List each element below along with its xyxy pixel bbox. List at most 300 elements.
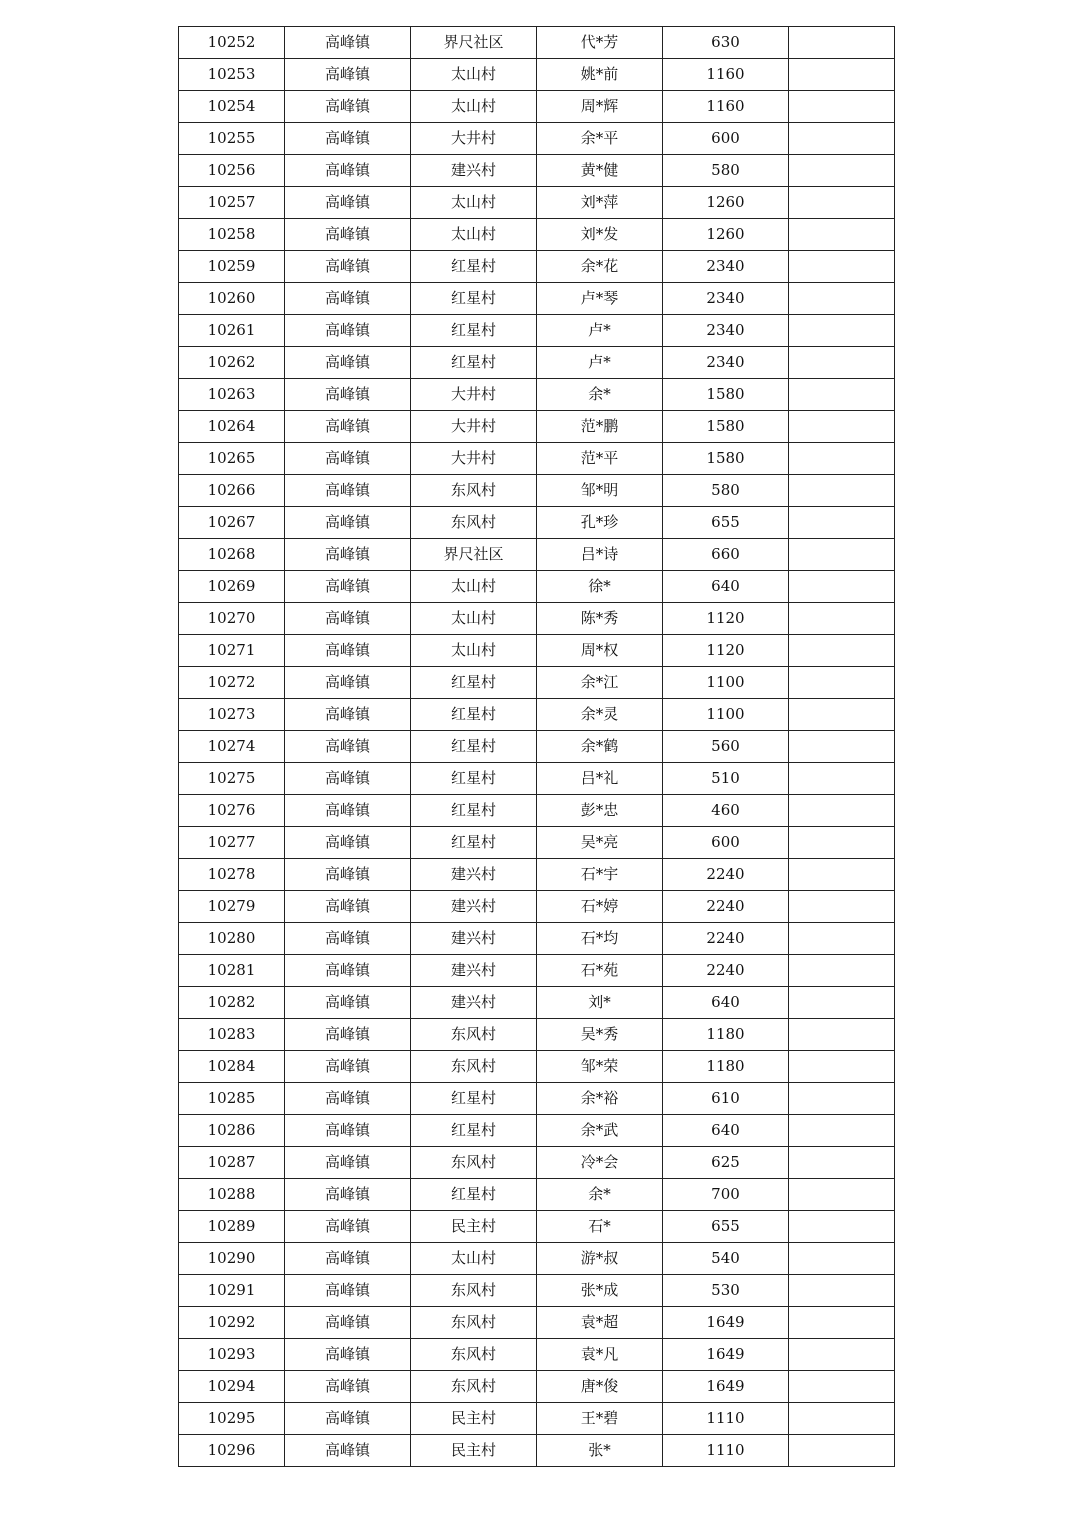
- cell-note: [789, 795, 895, 827]
- cell-id: 10272: [179, 667, 285, 699]
- table-row: [179, 795, 895, 827]
- table-row: [179, 123, 895, 155]
- cell-village: 建兴村: [411, 155, 537, 187]
- cell-name: 石*: [537, 1211, 663, 1243]
- cell-village: 建兴村: [411, 859, 537, 891]
- table-row: [179, 1147, 895, 1179]
- cell-note: [789, 59, 895, 91]
- cell-id: 10283: [179, 1019, 285, 1051]
- cell-town: 高峰镇: [285, 475, 411, 507]
- cell-note: [789, 827, 895, 859]
- cell-id: 10279: [179, 891, 285, 923]
- cell-amount: 580: [663, 155, 789, 187]
- table-row: [179, 219, 895, 251]
- cell-id: 10270: [179, 603, 285, 635]
- cell-name: 石*宇: [537, 859, 663, 891]
- cell-id: 10256: [179, 155, 285, 187]
- cell-note: [789, 123, 895, 155]
- cell-amount: 1580: [663, 411, 789, 443]
- cell-note: [789, 1147, 895, 1179]
- cell-town: 高峰镇: [285, 219, 411, 251]
- cell-town: 高峰镇: [285, 155, 411, 187]
- cell-id: 10277: [179, 827, 285, 859]
- cell-note: [789, 219, 895, 251]
- cell-town: 高峰镇: [285, 443, 411, 475]
- cell-name: 周*辉: [537, 91, 663, 123]
- cell-village: 东风村: [411, 1339, 537, 1371]
- cell-village: 东风村: [411, 1147, 537, 1179]
- cell-town: 高峰镇: [285, 859, 411, 891]
- cell-town: 高峰镇: [285, 731, 411, 763]
- cell-id: 10263: [179, 379, 285, 411]
- cell-note: [789, 251, 895, 283]
- cell-village: 红星村: [411, 1179, 537, 1211]
- cell-village: 东风村: [411, 1307, 537, 1339]
- cell-town: 高峰镇: [285, 987, 411, 1019]
- cell-amount: 2240: [663, 891, 789, 923]
- cell-name: 余*花: [537, 251, 663, 283]
- cell-village: 东风村: [411, 1019, 537, 1051]
- cell-town: 高峰镇: [285, 1147, 411, 1179]
- cell-amount: 610: [663, 1083, 789, 1115]
- cell-name: 余*裕: [537, 1083, 663, 1115]
- cell-amount: 2340: [663, 251, 789, 283]
- table-row: [179, 539, 895, 571]
- table-row: [179, 667, 895, 699]
- cell-village: 东风村: [411, 1371, 537, 1403]
- cell-amount: 640: [663, 1115, 789, 1147]
- cell-note: [789, 1083, 895, 1115]
- table-row: [179, 283, 895, 315]
- cell-amount: 1160: [663, 91, 789, 123]
- cell-amount: 1260: [663, 219, 789, 251]
- cell-note: [789, 923, 895, 955]
- cell-town: 高峰镇: [285, 411, 411, 443]
- cell-village: 红星村: [411, 699, 537, 731]
- table-row: [179, 507, 895, 539]
- table-row: [179, 443, 895, 475]
- cell-name: 吕*礼: [537, 763, 663, 795]
- cell-amount: 630: [663, 27, 789, 59]
- cell-town: 高峰镇: [285, 955, 411, 987]
- cell-id: 10264: [179, 411, 285, 443]
- cell-name: 彭*忠: [537, 795, 663, 827]
- cell-name: 刘*萍: [537, 187, 663, 219]
- cell-name: 姚*前: [537, 59, 663, 91]
- cell-town: 高峰镇: [285, 283, 411, 315]
- cell-note: [789, 891, 895, 923]
- cell-name: 孔*珍: [537, 507, 663, 539]
- cell-name: 余*: [537, 1179, 663, 1211]
- cell-name: 余*平: [537, 123, 663, 155]
- cell-amount: 625: [663, 1147, 789, 1179]
- cell-note: [789, 1211, 895, 1243]
- table-row: [179, 475, 895, 507]
- table-body: [179, 27, 895, 1467]
- cell-id: 10258: [179, 219, 285, 251]
- cell-id: 10288: [179, 1179, 285, 1211]
- cell-town: 高峰镇: [285, 635, 411, 667]
- cell-note: [789, 1019, 895, 1051]
- table-row: [179, 251, 895, 283]
- table-row: [179, 1275, 895, 1307]
- cell-town: 高峰镇: [285, 27, 411, 59]
- table-row: [179, 955, 895, 987]
- cell-village: 东风村: [411, 475, 537, 507]
- table-row: [179, 59, 895, 91]
- cell-amount: 1120: [663, 635, 789, 667]
- cell-note: [789, 1307, 895, 1339]
- cell-amount: 560: [663, 731, 789, 763]
- cell-note: [789, 635, 895, 667]
- cell-town: 高峰镇: [285, 923, 411, 955]
- cell-village: 建兴村: [411, 891, 537, 923]
- cell-village: 建兴村: [411, 923, 537, 955]
- cell-name: 余*: [537, 379, 663, 411]
- cell-amount: 2240: [663, 955, 789, 987]
- cell-note: [789, 603, 895, 635]
- cell-name: 张*: [537, 1435, 663, 1467]
- cell-village: 红星村: [411, 667, 537, 699]
- cell-id: 10252: [179, 27, 285, 59]
- cell-id: 10290: [179, 1243, 285, 1275]
- cell-name: 袁*凡: [537, 1339, 663, 1371]
- cell-amount: 1110: [663, 1435, 789, 1467]
- cell-village: 东风村: [411, 1051, 537, 1083]
- cell-id: 10253: [179, 59, 285, 91]
- cell-amount: 600: [663, 827, 789, 859]
- cell-note: [789, 1339, 895, 1371]
- cell-village: 太山村: [411, 219, 537, 251]
- cell-town: 高峰镇: [285, 123, 411, 155]
- cell-id: 10289: [179, 1211, 285, 1243]
- cell-id: 10278: [179, 859, 285, 891]
- cell-name: 陈*秀: [537, 603, 663, 635]
- table-row: [179, 827, 895, 859]
- table-row: [179, 315, 895, 347]
- cell-town: 高峰镇: [285, 1371, 411, 1403]
- cell-town: 高峰镇: [285, 1435, 411, 1467]
- cell-village: 大井村: [411, 443, 537, 475]
- cell-town: 高峰镇: [285, 1211, 411, 1243]
- cell-amount: 1580: [663, 379, 789, 411]
- cell-id: 10260: [179, 283, 285, 315]
- cell-id: 10261: [179, 315, 285, 347]
- table-row: [179, 155, 895, 187]
- cell-amount: 1160: [663, 59, 789, 91]
- records-table: [178, 26, 895, 1467]
- cell-id: 10296: [179, 1435, 285, 1467]
- cell-village: 大井村: [411, 123, 537, 155]
- cell-village: 红星村: [411, 283, 537, 315]
- cell-name: 余*灵: [537, 699, 663, 731]
- table-row: [179, 923, 895, 955]
- cell-note: [789, 155, 895, 187]
- cell-note: [789, 699, 895, 731]
- cell-village: 太山村: [411, 635, 537, 667]
- cell-name: 吴*秀: [537, 1019, 663, 1051]
- cell-amount: 1649: [663, 1307, 789, 1339]
- cell-town: 高峰镇: [285, 91, 411, 123]
- table-row: [179, 1019, 895, 1051]
- table-row: [179, 1307, 895, 1339]
- cell-amount: 700: [663, 1179, 789, 1211]
- cell-town: 高峰镇: [285, 539, 411, 571]
- cell-note: [789, 411, 895, 443]
- cell-id: 10291: [179, 1275, 285, 1307]
- cell-amount: 1649: [663, 1339, 789, 1371]
- cell-town: 高峰镇: [285, 571, 411, 603]
- table-row: [179, 1179, 895, 1211]
- cell-note: [789, 539, 895, 571]
- table-row: [179, 1243, 895, 1275]
- cell-town: 高峰镇: [285, 251, 411, 283]
- cell-town: 高峰镇: [285, 1243, 411, 1275]
- cell-village: 太山村: [411, 187, 537, 219]
- cell-town: 高峰镇: [285, 699, 411, 731]
- table-row: [179, 603, 895, 635]
- table-row: [179, 859, 895, 891]
- table-row: [179, 699, 895, 731]
- cell-town: 高峰镇: [285, 763, 411, 795]
- table-row: [179, 763, 895, 795]
- cell-name: 刘*: [537, 987, 663, 1019]
- cell-amount: 2240: [663, 923, 789, 955]
- cell-name: 袁*超: [537, 1307, 663, 1339]
- cell-note: [789, 27, 895, 59]
- cell-id: 10268: [179, 539, 285, 571]
- cell-id: 10284: [179, 1051, 285, 1083]
- cell-name: 范*平: [537, 443, 663, 475]
- table-row: [179, 411, 895, 443]
- cell-amount: 660: [663, 539, 789, 571]
- cell-amount: 1100: [663, 699, 789, 731]
- cell-village: 太山村: [411, 571, 537, 603]
- cell-id: 10295: [179, 1403, 285, 1435]
- cell-note: [789, 315, 895, 347]
- cell-village: 民主村: [411, 1435, 537, 1467]
- cell-town: 高峰镇: [285, 1051, 411, 1083]
- table-row: [179, 27, 895, 59]
- table-row: [179, 1051, 895, 1083]
- cell-name: 石*均: [537, 923, 663, 955]
- cell-note: [789, 763, 895, 795]
- cell-name: 邹*荣: [537, 1051, 663, 1083]
- table-row: [179, 1083, 895, 1115]
- table-row: [179, 91, 895, 123]
- cell-note: [789, 571, 895, 603]
- table-row: [179, 1339, 895, 1371]
- cell-village: 红星村: [411, 347, 537, 379]
- cell-id: 10286: [179, 1115, 285, 1147]
- cell-note: [789, 1435, 895, 1467]
- cell-amount: 460: [663, 795, 789, 827]
- cell-name: 邹*明: [537, 475, 663, 507]
- cell-id: 10274: [179, 731, 285, 763]
- cell-name: 徐*: [537, 571, 663, 603]
- cell-id: 10292: [179, 1307, 285, 1339]
- cell-amount: 510: [663, 763, 789, 795]
- cell-amount: 1180: [663, 1019, 789, 1051]
- table-row: [179, 571, 895, 603]
- cell-village: 民主村: [411, 1403, 537, 1435]
- cell-name: 冷*会: [537, 1147, 663, 1179]
- cell-note: [789, 443, 895, 475]
- cell-town: 高峰镇: [285, 187, 411, 219]
- cell-name: 吕*诗: [537, 539, 663, 571]
- cell-town: 高峰镇: [285, 1019, 411, 1051]
- table-row: [179, 635, 895, 667]
- cell-village: 建兴村: [411, 987, 537, 1019]
- cell-village: 红星村: [411, 763, 537, 795]
- table-row: [179, 1371, 895, 1403]
- cell-town: 高峰镇: [285, 1083, 411, 1115]
- cell-amount: 2340: [663, 347, 789, 379]
- cell-id: 10287: [179, 1147, 285, 1179]
- cell-amount: 580: [663, 475, 789, 507]
- cell-id: 10254: [179, 91, 285, 123]
- cell-id: 10282: [179, 987, 285, 1019]
- cell-note: [789, 955, 895, 987]
- cell-town: 高峰镇: [285, 1307, 411, 1339]
- cell-name: 卢*琴: [537, 283, 663, 315]
- cell-amount: 1110: [663, 1403, 789, 1435]
- cell-amount: 600: [663, 123, 789, 155]
- cell-id: 10257: [179, 187, 285, 219]
- cell-village: 太山村: [411, 603, 537, 635]
- cell-village: 红星村: [411, 251, 537, 283]
- cell-name: 石*苑: [537, 955, 663, 987]
- cell-note: [789, 283, 895, 315]
- cell-town: 高峰镇: [285, 795, 411, 827]
- table-row: [179, 1435, 895, 1467]
- cell-note: [789, 1403, 895, 1435]
- table-row: [179, 891, 895, 923]
- cell-village: 红星村: [411, 731, 537, 763]
- table-row: [179, 379, 895, 411]
- document-page: [178, 26, 895, 1467]
- cell-village: 红星村: [411, 1083, 537, 1115]
- cell-town: 高峰镇: [285, 1179, 411, 1211]
- cell-note: [789, 731, 895, 763]
- cell-amount: 640: [663, 571, 789, 603]
- cell-village: 红星村: [411, 827, 537, 859]
- cell-town: 高峰镇: [285, 603, 411, 635]
- cell-note: [789, 1051, 895, 1083]
- cell-id: 10293: [179, 1339, 285, 1371]
- cell-id: 10269: [179, 571, 285, 603]
- cell-name: 卢*: [537, 347, 663, 379]
- cell-amount: 1649: [663, 1371, 789, 1403]
- cell-name: 周*权: [537, 635, 663, 667]
- cell-name: 刘*发: [537, 219, 663, 251]
- cell-town: 高峰镇: [285, 347, 411, 379]
- cell-name: 张*成: [537, 1275, 663, 1307]
- cell-note: [789, 1243, 895, 1275]
- cell-note: [789, 475, 895, 507]
- cell-amount: 1580: [663, 443, 789, 475]
- cell-village: 东风村: [411, 507, 537, 539]
- cell-note: [789, 859, 895, 891]
- cell-village: 大井村: [411, 411, 537, 443]
- cell-village: 界尺社区: [411, 27, 537, 59]
- cell-note: [789, 1115, 895, 1147]
- cell-amount: 1180: [663, 1051, 789, 1083]
- cell-id: 10276: [179, 795, 285, 827]
- cell-amount: 1100: [663, 667, 789, 699]
- cell-amount: 1120: [663, 603, 789, 635]
- cell-amount: 640: [663, 987, 789, 1019]
- cell-note: [789, 1179, 895, 1211]
- cell-town: 高峰镇: [285, 891, 411, 923]
- cell-village: 大井村: [411, 379, 537, 411]
- cell-id: 10271: [179, 635, 285, 667]
- cell-name: 余*武: [537, 1115, 663, 1147]
- cell-amount: 2340: [663, 315, 789, 347]
- table-row: [179, 347, 895, 379]
- cell-village: 太山村: [411, 91, 537, 123]
- cell-town: 高峰镇: [285, 379, 411, 411]
- cell-note: [789, 1371, 895, 1403]
- cell-note: [789, 507, 895, 539]
- cell-id: 10275: [179, 763, 285, 795]
- cell-note: [789, 91, 895, 123]
- cell-village: 太山村: [411, 59, 537, 91]
- cell-town: 高峰镇: [285, 827, 411, 859]
- cell-note: [789, 987, 895, 1019]
- cell-id: 10259: [179, 251, 285, 283]
- cell-town: 高峰镇: [285, 1275, 411, 1307]
- cell-amount: 2340: [663, 283, 789, 315]
- cell-id: 10294: [179, 1371, 285, 1403]
- table-row: [179, 987, 895, 1019]
- table-row: [179, 187, 895, 219]
- cell-note: [789, 1275, 895, 1307]
- cell-name: 范*鹏: [537, 411, 663, 443]
- cell-note: [789, 347, 895, 379]
- cell-village: 界尺社区: [411, 539, 537, 571]
- cell-id: 10267: [179, 507, 285, 539]
- cell-town: 高峰镇: [285, 315, 411, 347]
- cell-id: 10280: [179, 923, 285, 955]
- cell-name: 唐*俊: [537, 1371, 663, 1403]
- cell-village: 民主村: [411, 1211, 537, 1243]
- cell-village: 太山村: [411, 1243, 537, 1275]
- cell-note: [789, 379, 895, 411]
- cell-name: 吴*亮: [537, 827, 663, 859]
- cell-town: 高峰镇: [285, 1115, 411, 1147]
- cell-id: 10266: [179, 475, 285, 507]
- cell-name: 石*婷: [537, 891, 663, 923]
- cell-id: 10262: [179, 347, 285, 379]
- table-row: [179, 1403, 895, 1435]
- cell-amount: 655: [663, 1211, 789, 1243]
- cell-town: 高峰镇: [285, 1339, 411, 1371]
- cell-village: 红星村: [411, 315, 537, 347]
- cell-name: 卢*: [537, 315, 663, 347]
- cell-town: 高峰镇: [285, 507, 411, 539]
- cell-name: 黄*健: [537, 155, 663, 187]
- cell-village: 东风村: [411, 1275, 537, 1307]
- table-row: [179, 1211, 895, 1243]
- cell-amount: 530: [663, 1275, 789, 1307]
- cell-name: 余*江: [537, 667, 663, 699]
- cell-town: 高峰镇: [285, 59, 411, 91]
- cell-note: [789, 187, 895, 219]
- cell-village: 红星村: [411, 1115, 537, 1147]
- cell-name: 余*鹤: [537, 731, 663, 763]
- cell-town: 高峰镇: [285, 1403, 411, 1435]
